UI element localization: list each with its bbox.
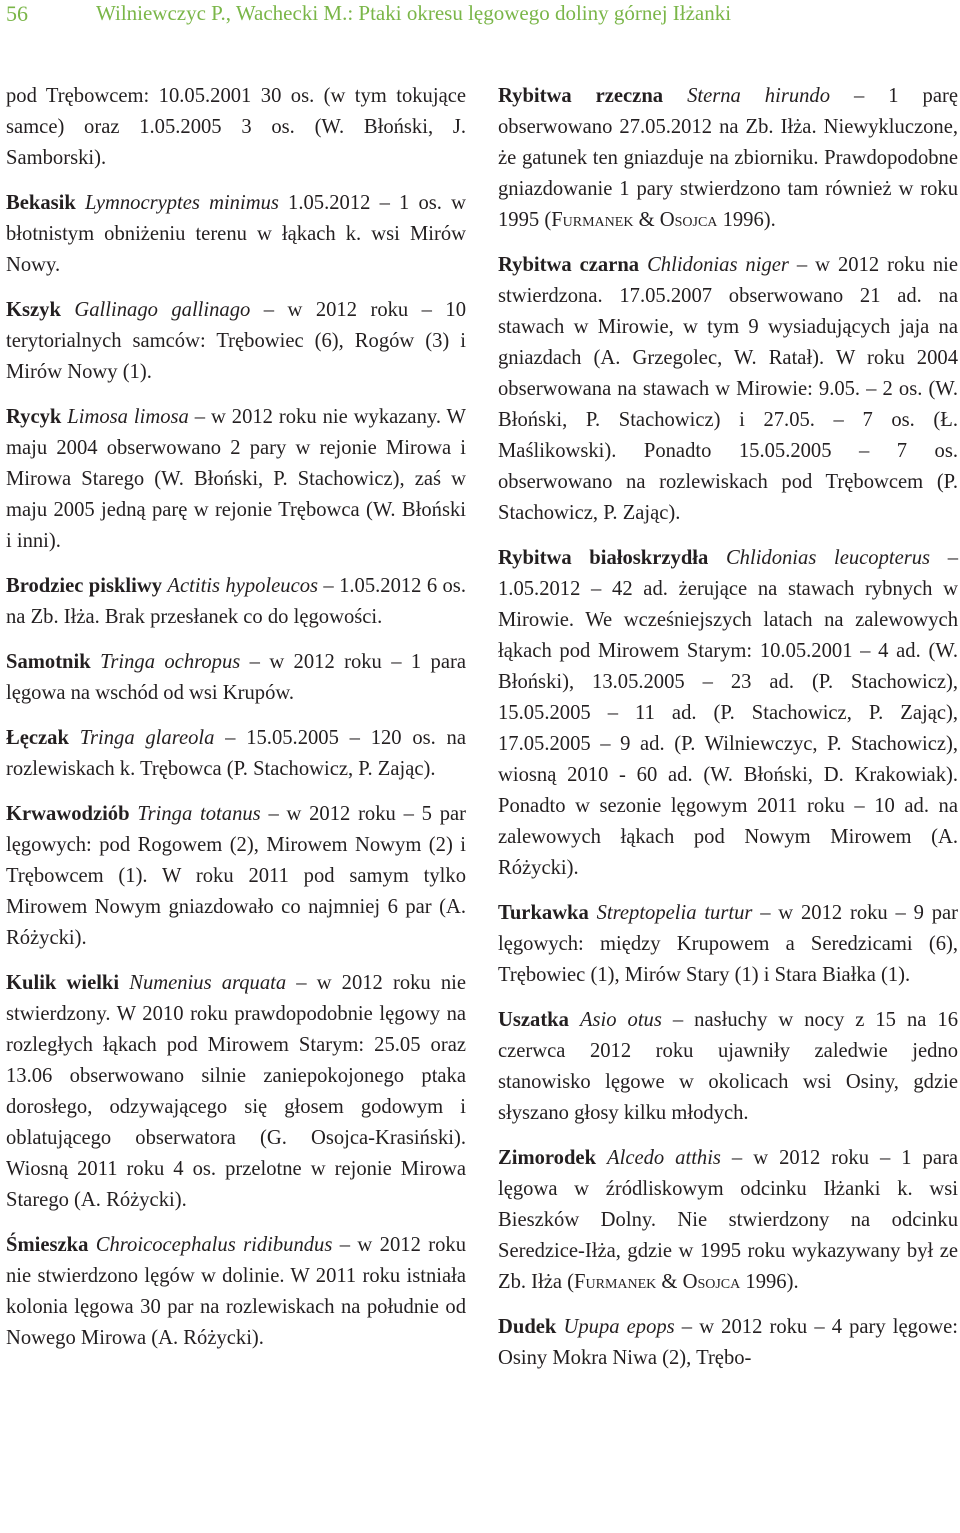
species-entry-rybitwa-rzeczna — [498, 81, 958, 236]
species-entry-smieszka — [6, 1230, 466, 1354]
entry-text: 1.05.2012 – 1 os. w błotnistym obniżeniu terenu w łąkach k. wsi Mirów Nowy. — [6, 192, 466, 276]
species-entry-dudek — [498, 1312, 958, 1374]
latin-name: Tringa ochropus — [100, 651, 241, 673]
species-entry-brodziec — [6, 571, 466, 633]
species-name: Dudek — [498, 1316, 557, 1338]
species-name: Rybitwa czarna — [498, 254, 640, 276]
species-entry-kszyk — [6, 295, 466, 388]
entry-text: – nasłuchy w nocy z 15 na 16 czerwca 2012 roku ujawniły zaledwie jedno stanowisko lęgowe w okolicach wsi Osiny, gdzie słyszano głosy kilku młodych. — [498, 1009, 958, 1124]
latin-name: Numenius arquata — [129, 972, 287, 994]
species-name: Bekasik — [6, 192, 76, 214]
entry-text-tail: 1996). — [740, 1271, 799, 1293]
species-entry-samotnik — [6, 647, 466, 709]
entry-text: – w 2012 roku – 1 para lęgowa na wschód od wsi Krupów. — [6, 651, 466, 704]
latin-name: Sterna hirundo — [687, 85, 831, 107]
latin-name: Tringa totanus — [137, 803, 261, 825]
entry-text: – 1 parę obserwowano 27.05.2012 na Zb. Iłża. Niewykluczone, że gatunek ten gniazduje na zbiorniku. Prawdopodobne gniazdowanie 1 pary stwierdzono tam również w roku 1995 ( — [498, 85, 958, 231]
latin-name: Tringa glareola — [79, 727, 215, 749]
left-column — [6, 81, 466, 1368]
page-number: 56 — [6, 1, 28, 26]
species-name: Rybitwa rzeczna — [498, 85, 664, 107]
entry-text: – 1.05.2012 6 os. na Zb. Iłża. Brak przesłanek co do lęgowości. — [6, 575, 466, 628]
latin-name: Chlidonias niger — [647, 254, 789, 276]
latin-name: Upupa epops — [563, 1316, 675, 1338]
species-entry-turkawka — [498, 898, 958, 991]
latin-name: Streptopelia turtur — [596, 902, 753, 924]
entry-text: – 15.05.2005 – 120 os. na rozlewiskach k. Trębowca (P. Stachowicz, P. Zając). — [6, 727, 466, 780]
entry-text-tail: 1996). — [717, 209, 776, 231]
reference-authors: Furmanek & Osojca — [551, 209, 718, 231]
entry-text: – w 2012 roku – 4 pary lęgowe: Osiny Mokra Niwa (2), Trębo- — [498, 1316, 958, 1369]
entry-text: – w 2012 roku nie stwierdzono lęgów w dolinie. W 2011 roku istniała kolonia lęgowa 30 par na rozlewiskach na południe od Nowego Mirowa (A. Różycki). — [6, 1234, 466, 1349]
species-name: Śmieszka — [6, 1234, 89, 1256]
entry-text: – w 2012 roku nie stwierdzony. W 2010 roku prawdopodobnie lęgowy na rozległych łąkach pod Mirowem Starym: 25.05 oraz 13.06 obserwowano silnie zaniepokojonego ptaka dorosłego, odzywającego się głosem godowym i oblatującego obserwatora (G. Osojca-Krasiński). Wiosną 2011 roku 4 os. przelotne w rejonie Mirowa Starego (A. Różycki). — [6, 972, 466, 1211]
entry-text: – w 2012 roku – 1 para lęgowa w źródliskowym odcinku Iłżanki k. wsi Bieszków Dolny. Nie stwierdzony na odcinku Seredzice-Iłża, gdzie w 1995 roku wykazywany był ze Zb. Iłża ( — [498, 1147, 958, 1293]
entry-text: – w 2012 roku – 10 terytorialnych samców: Trębowiec (6), Rogów (3) i Mirów Nowy (1). — [6, 299, 466, 383]
species-entry-uszatka — [498, 1005, 958, 1129]
species-entry-kulik — [6, 968, 466, 1216]
species-entry-zimorodek — [498, 1143, 958, 1298]
latin-name: Asio otus — [579, 1009, 662, 1031]
species-name: Samotnik — [6, 651, 91, 673]
species-name: Rycyk — [6, 406, 62, 428]
reference-authors: Furmanek & Osojca — [574, 1271, 741, 1293]
species-name: Turkawka — [498, 902, 589, 924]
species-name: Brodziec piskliwy — [6, 575, 163, 597]
latin-name: Alcedo atthis — [607, 1147, 721, 1169]
species-name: Kszyk — [6, 299, 61, 321]
species-entry-krwawodziob — [6, 799, 466, 954]
species-name: Uszatka — [498, 1009, 569, 1031]
latin-name: Gallinago gallinago — [74, 299, 251, 321]
latin-name: Actitis hypoleucos — [167, 575, 319, 597]
species-entry-rybitwa-czarna — [498, 250, 958, 529]
latin-name: Limosa limosa — [67, 406, 189, 428]
latin-name: Lymnocryptes minimus — [85, 192, 279, 214]
species-entry-rycyk — [6, 402, 466, 557]
latin-name: Chroicocephalus ridibundus — [95, 1234, 333, 1256]
running-title: Wilniewczyc P., Wachecki M.: Ptaki okresu lęgowego doliny górnej Iłżanki — [96, 1, 732, 25]
entry-text: – 1.05.2012 – 42 ad. żerujące na stawach rybnych w Mirowie. We wcześniejszych latach na zalewowych łąkach pod Mirowem Starym: 10.05.2001 – 4 ad. (W. Błoński), 13.05.2005 – 23 ad. (P. Stachowicz), 15.05.2005 – 11 ad. (P. Stachowicz, P. Zając), 17.05.2005 – 9 ad. (P. Wilniewczyc, P. Stachowicz), wiosną 2010 - 60 ad. (W. Błoński, D. Krakowiak). Ponadto w sezonie lęgowym 2011 roku – 10 ad. na zalewowych łąkach pod Nowym Mirowem (A. Różycki). — [498, 547, 958, 879]
species-name: Rybitwa białoskrzydła — [498, 547, 709, 569]
entry-text: – w 2012 roku – 9 par lęgowych: między Krupowem a Seredzicami (6), Trębowiec (1), Mirów Stary (1) i Stara Białka (1). — [498, 902, 958, 986]
species-name: Krwawodziób — [6, 803, 130, 825]
species-entry-bekasik — [6, 188, 466, 281]
species-entry-leczak — [6, 723, 466, 785]
entry-text: – w 2012 roku – 5 par lęgowych: pod Rogowem (2), Mirowem Nowym (2) i Trębowcem (1). W roku 2011 pod samym tylko Mirowem Nowym gniazdowało co najmniej 6 par (A. Różycki). — [6, 803, 466, 949]
page-header — [0, 0, 960, 40]
entry-text: – w 2012 roku nie stwierdzona. 17.05.2007 obserwowano 21 ad. na stawach w Mirowie, w tym 9 wysiadujących jaja na gniazdach (A. Grzegolec, W. Ratał). W roku 2004 obserwowana na stawach w Mirowie: 9.05. – 2 os. (W. Błoński, P. Stachowicz) i 27.05. – 7 os. (Ł. Maślikowski). Ponadto 15.05.2005 – 7 os. obserwowano na rozlewiskach pod Trębowcem (P. Stachowicz, P. Zając). — [498, 254, 958, 524]
species-entry-rybitwa-bialoskrzydla — [498, 543, 958, 884]
entry-paragraph — [6, 81, 466, 174]
right-column — [498, 81, 958, 1388]
species-name: Kulik wielki — [6, 972, 120, 994]
latin-name: Chlidonias leucopterus — [725, 547, 931, 569]
species-name: Zimorodek — [498, 1147, 597, 1169]
entry-text: pod Trębowcem: 10.05.2001 30 os. (w tym tokujące samce) oraz 1.05.2005 3 os. (W. Błoński, J. Samborski). — [6, 85, 466, 169]
species-name: Łęczak — [6, 727, 69, 749]
entry-text: – w 2012 roku nie wykazany. W maju 2004 obserwowano 2 pary w rejonie Mirowa i Mirowa Starego (W. Błoński, P. Stachowicz), zaś w maju 2005 jedną parę w rejonie Trębowca (W. Błoński i inni). — [6, 406, 466, 552]
